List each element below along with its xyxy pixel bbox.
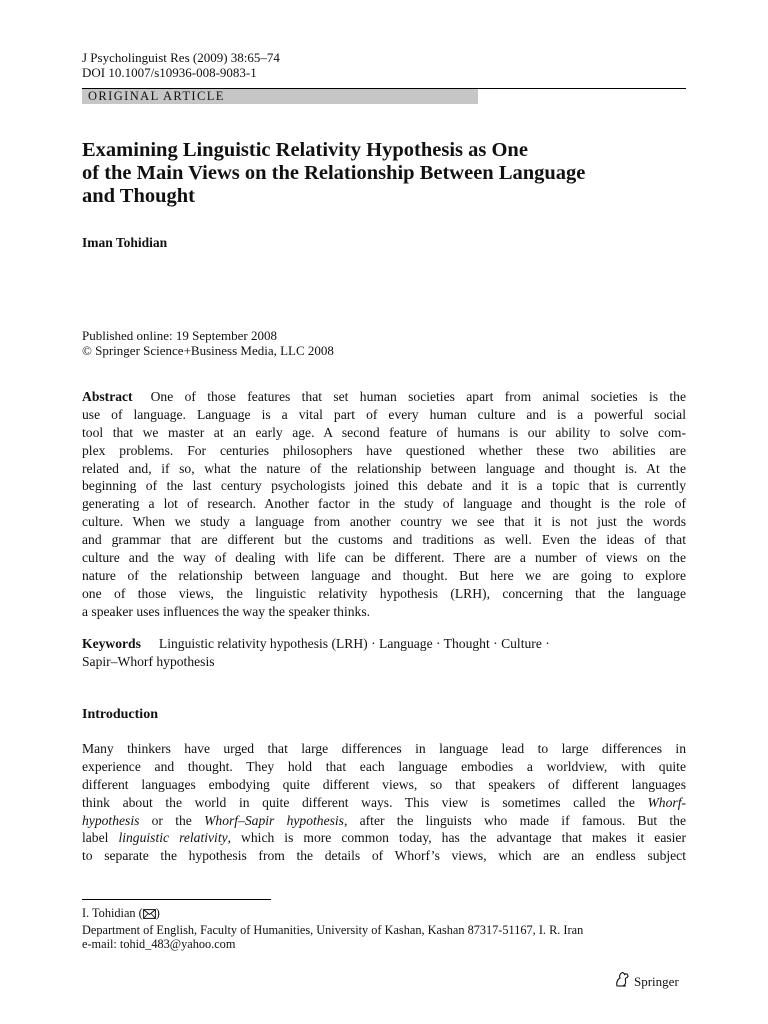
abstract-line	[82, 388, 686, 406]
article-type-label: ORIGINAL ARTICLE	[82, 89, 478, 104]
introduction-heading: Introduction	[82, 707, 158, 722]
copyright-line: © Springer Science+Business Media, LLC 2008	[82, 343, 334, 358]
keywords-line	[82, 635, 686, 653]
keywords-section	[82, 635, 686, 671]
author-affiliation: Department of English, Faculty of Humanities, University of Kashan, Kashan 87317-51167, I. R. Iran	[82, 922, 584, 937]
body-line	[82, 829, 686, 847]
body-text: or the	[139, 812, 205, 828]
introduction-body	[82, 740, 686, 865]
envelope-icon	[143, 908, 156, 923]
springer-wordmark: Springer	[634, 973, 679, 989]
abstract-line: culture and the way of dealing with life can be different. There are a number of views on the	[82, 550, 686, 566]
abstract-line: tool that we master at an early age. A second feature of humans is our ability to solve com-	[82, 424, 686, 440]
body-line	[82, 812, 686, 830]
abstract-heading: Abstract	[82, 389, 133, 404]
paper-title	[82, 139, 682, 208]
footnote-author-close: )	[155, 906, 160, 920]
italic-term: linguistic relativity	[118, 830, 228, 846]
abstract-line: related and, if so, what the nature of the relationship between language and thought is. At the	[82, 460, 686, 476]
abstract-line: beginning of the last century psychologists joined this debate and it is a topic that is currently	[82, 478, 686, 494]
body-line: to separate the hypothesis from the details of Whorf’s views, which are an endless subject	[82, 848, 686, 864]
publication-info	[82, 328, 334, 358]
italic-term: Whorf-	[647, 794, 686, 810]
italic-term: Whorf–Sapir hypothesis	[204, 812, 344, 828]
abstract-text: One of those features that set human societies apart from animal societies is the	[150, 389, 686, 404]
abstract-line: nature of the relationship between language and thought. But here we are going to explore	[82, 567, 686, 583]
published-online: Published online: 19 September 2008	[82, 328, 277, 343]
body-line: different languages embodying quite different views, so that speakers of different languages	[82, 776, 686, 792]
abstract-line: and grammar that are different but the customs and traditions as well. Even the ideas of that	[82, 532, 686, 548]
doi-line: DOI 10.1007/s10936-008-9083-1	[82, 65, 257, 80]
abstract-line: culture. When we study a language from another country we see that it is not just the words	[82, 514, 686, 530]
body-text: , which is more common today, has the advantage that makes it easier	[227, 830, 686, 846]
springer-logo	[614, 971, 679, 992]
italic-term: hypothesis	[82, 812, 140, 828]
abstract-line: use of language. Language is a vital part of every human culture and is a powerful social	[82, 406, 686, 422]
body-text: , after the linguists who made if famous. But the	[343, 812, 686, 828]
article-type-bar	[82, 88, 686, 104]
abstract-line: one of those views, the linguistic relativity hypothesis (LRH), concerning that the language	[82, 585, 686, 601]
body-line: Many thinkers have urged that large differences in language lead to large differences in	[82, 741, 686, 756]
author-email[interactable]: e-mail: tohid_483@yahoo.com	[82, 937, 236, 951]
title-line: and Thought	[82, 185, 196, 207]
title-line: Examining Linguistic Relativity Hypothesis as One	[82, 139, 528, 161]
springer-horse-icon	[614, 971, 630, 992]
body-text: label	[82, 830, 119, 846]
keywords-heading: Keywords	[82, 636, 141, 651]
keywords-text: Linguistic relativity hypothesis (LRH) · Language · Thought · Culture ·	[158, 636, 550, 651]
corresponding-author	[82, 906, 583, 923]
title-line: of the Main Views on the Relationship Between Language	[82, 162, 586, 184]
journal-line: J Psycholinguist Res (2009) 38:65–74	[82, 50, 280, 65]
journal-citation	[82, 50, 280, 80]
keywords-line: Sapir–Whorf hypothesis	[82, 653, 215, 669]
author-name: Iman Tohidian	[82, 235, 168, 250]
abstract-line: plex problems. For centuries philosophers have questioned whether these two abilities are	[82, 442, 686, 458]
footnote-author-name: I. Tohidian (	[82, 906, 143, 920]
body-line: experience and thought. They hold that each language embodies a worldview, with quite	[82, 758, 686, 774]
author-footnote	[82, 906, 583, 952]
footnote-divider	[82, 899, 271, 900]
body-text: think about the world in quite different ways. This view is sometimes called the	[82, 794, 648, 810]
abstract-line: a speaker uses influences the way the speaker thinks.	[82, 603, 371, 619]
abstract-section	[82, 388, 686, 621]
body-line	[82, 794, 686, 812]
abstract-line: generating a lot of research. Another factor in the study of language and thought is the role of	[82, 496, 686, 512]
